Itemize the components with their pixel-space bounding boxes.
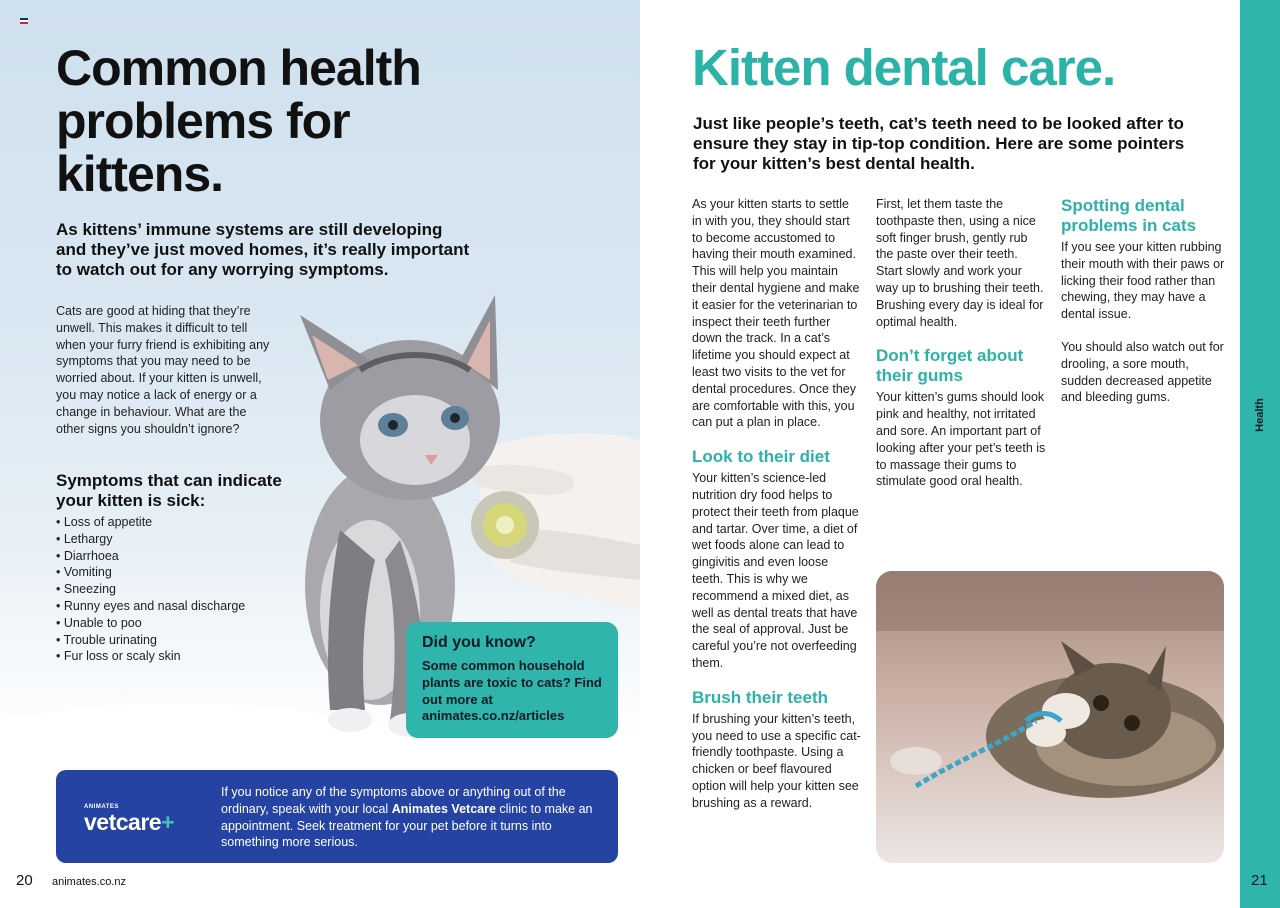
list-item: • Sneezing: [56, 581, 296, 598]
column-2: [876, 196, 1046, 490]
list-item: • Loss of appetite: [56, 514, 296, 531]
brush-body: If brushing your kitten’s teeth, you need to use a specific cat-friendly toothpaste. Using a chicken or beef flavoured option will help your kitten see brushing as a reward.: [692, 711, 861, 810]
flag-icon: [20, 18, 28, 26]
page-title-right: Kitten dental care.: [692, 39, 1116, 96]
list-item: • Lethargy: [56, 531, 296, 548]
vetcare-logo-small: ANIMATES: [84, 804, 119, 810]
left-body-text: Cats are good at hiding that they’re unwell. This makes it difficult to tell when your furry friend is exhibiting any symptoms that you may need to be worried about. If your kitten is unwell, you may notice a lack of energy or a change in behaviour. What are the other signs you shouldn’t ignore?: [56, 304, 270, 436]
list-item: • Trouble urinating: [56, 632, 296, 649]
vetcare-text-after: clinic to make an appointment. Seek treatment for your pet before it turns into something more serious.: [221, 801, 593, 850]
gums-heading: Don’t forget about their gums: [876, 346, 1024, 386]
diet-heading: Look to their diet: [692, 447, 830, 467]
vetcare-banner: [56, 770, 618, 863]
vetcare-plus-icon: +: [161, 809, 175, 835]
vetcare-text: [221, 784, 601, 851]
diet-body: Your kitten’s science-led nutrition dry food helps to protect their teeth from plaque and tartar. Over time, a diet of wet foods alone can lead to gingivitis and even loose teeth. This is why we recommend a mixed diet, as well as dental treats that have the seal of approval. Just be careful you’re not overfeeding them.: [692, 471, 859, 670]
gums-body: Your kitten’s gums should look pink and healthy, not irritated and sore. An important part of looking after your pet’s teeth is to massage their gums to stimulate good oral health.: [876, 390, 1046, 489]
vetcare-logo: [84, 804, 174, 833]
symptoms-list: [56, 514, 296, 665]
column-3: [1061, 196, 1231, 406]
did-you-know-body: Some common household plants are toxic to cats? Find out more at animates.co.nz/articles: [422, 658, 602, 724]
list-item: • Fur loss or scaly skin: [56, 648, 296, 665]
page-title-left: Common health problems for kittens.: [56, 40, 421, 202]
page-number-right: 21: [1251, 872, 1268, 889]
col1-paragraph: As your kitten starts to settle in with you, they should start to become accustomed to having their mouth examined. This will help you maintain their dental hygiene and make it easier for the veterinarian to inspect their teeth further down the track. In a cat’s lifetime you should expect at least two visits to the vet for dental procedures. Once they are comfortable with this, you can put a plan in place.: [692, 197, 860, 430]
col2-paragraph: First, let them taste the toothpaste then, using a nice soft finger brush, gently rub the paste over their teeth. Start slowly and work your way up to brushing their teeth. Brushing every day is ideal for optimal health.: [876, 197, 1044, 329]
spotting-paragraph-1: If you see your kitten rubbing their mouth with their paws or licking their food rather than chewing, they may have a dental issue.: [1061, 240, 1225, 322]
vetcare-text-bold: Animates Vetcare: [391, 801, 496, 816]
symptoms-heading: Symptoms that can indicate your kitten is sick:: [56, 471, 282, 510]
side-strip: [1240, 0, 1280, 908]
section-label: [1240, 395, 1280, 435]
site-url: animates.co.nz: [52, 876, 126, 888]
spotting-paragraph-2: You should also watch out for drooling, a sore mouth, sudden decreased appetite and bleeding gums.: [1061, 339, 1224, 405]
column-1: [692, 196, 862, 812]
list-item: • Diarrhoea: [56, 548, 296, 565]
brush-heading: Brush their teeth: [692, 687, 829, 707]
vetcare-logo-name: vetcare: [84, 809, 162, 835]
spotting-heading: Spotting dental problems in cats: [1061, 196, 1197, 235]
did-you-know-box: [406, 622, 618, 738]
left-intro: As kittens’ immune systems are still developing and they’ve just moved homes, it’s really important to watch out for any worrying symptoms.: [56, 220, 470, 279]
vetcare-text-before: If you notice any of the symptoms above or anything out of the ordinary, speak with your local: [221, 785, 566, 816]
list-item: • Unable to poo: [56, 615, 296, 632]
playing-kitten-photo: [876, 571, 1224, 863]
right-intro: Just like people’s teeth, cat’s teeth need to be looked after to ensure they stay in tip-top condition. Here are some pointers for your kitten’s best dental health.: [693, 114, 1185, 173]
page-number-left: 20: [16, 872, 33, 889]
list-item: • Runny eyes and nasal discharge: [56, 598, 296, 615]
section-label-text: Health: [1254, 398, 1266, 432]
did-you-know-title: Did you know?: [422, 634, 536, 651]
list-item: • Vomiting: [56, 564, 296, 581]
